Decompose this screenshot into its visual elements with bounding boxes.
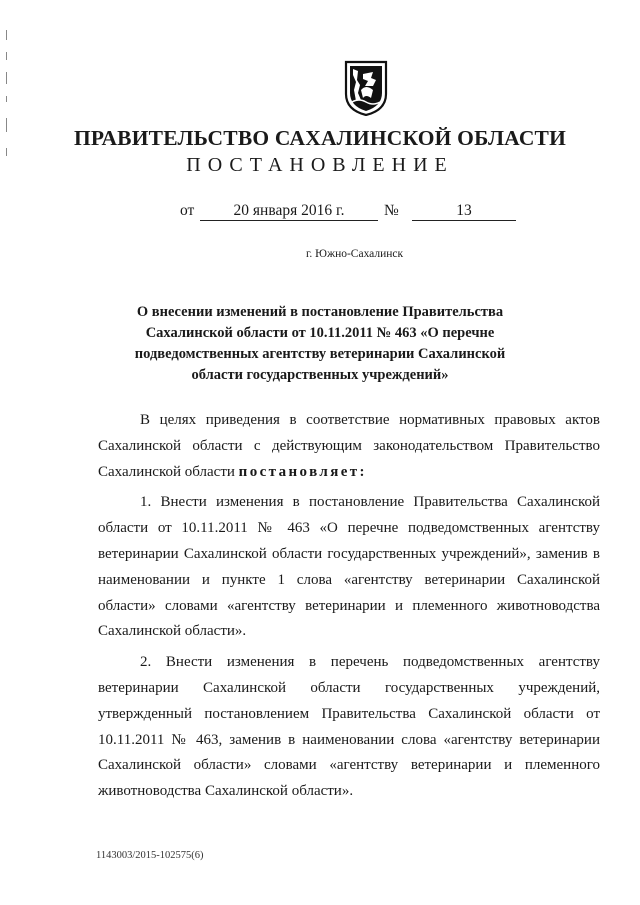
item-2-paragraph: 2. Внести изменения в перечень подведомственных агентству ветеринарии Сахалинской области государственных учреждений, утвержденный постановлением Правительства Сахалинской области от 10.11.2011 № 463, заменив в наименовании слова «агентству ветеринарии Сахалинской области» словами «агентству ветеринарии и племенного животноводства Сахалинской области». <box>98 654 600 800</box>
document-code: 1143003/2015-102575(6) <box>96 850 204 861</box>
from-label: от <box>180 202 195 219</box>
date-field: 20 января 2016 г. <box>200 202 378 221</box>
subject-line: подведомственных агентству ветеринарии Сахалинской <box>134 346 506 362</box>
item-1-paragraph: 1. Внести изменения в постановление Правительства Сахалинской области от 10.11.2011 № 463 «О перечне подведомственных агентству ветеринарии Сахалинской области государственных учреждений», заменив в наименовании и пункте 1 слова «агентству ветеринарии Сахалинской области» словами «агентству ветеринарии и племенного животноводства Сахалинской области». <box>98 494 600 640</box>
document-type: ПОСТАНОВЛЕНИЕ <box>186 154 454 176</box>
decides-word: постановляет: <box>238 463 367 480</box>
number-label: № <box>384 202 399 219</box>
sakhalin-coat-of-arms-icon <box>343 60 389 116</box>
number-field: 13 <box>412 202 516 221</box>
preamble-paragraph <box>98 408 600 485</box>
document-body <box>98 408 600 805</box>
subject-line: Сахалинской области от 10.11.2011 № 463 «О перечне <box>145 325 495 341</box>
city-label: г. Южно-Сахалинск <box>306 248 404 260</box>
preamble-text: В целях приведения в соответствие нормативных правовых актов Сахалинской области с действующим законодательством Правительство Сахалинской области <box>98 412 600 480</box>
subject-line: О внесении изменений в постановление Правительства <box>136 304 504 320</box>
government-title: ПРАВИТЕЛЬСТВО САХАЛИНСКОЙ ОБЛАСТИ <box>73 126 567 150</box>
subject-line: области государственных учреждений» <box>191 367 449 383</box>
date-number-line <box>0 202 640 224</box>
document-subject <box>130 302 510 386</box>
